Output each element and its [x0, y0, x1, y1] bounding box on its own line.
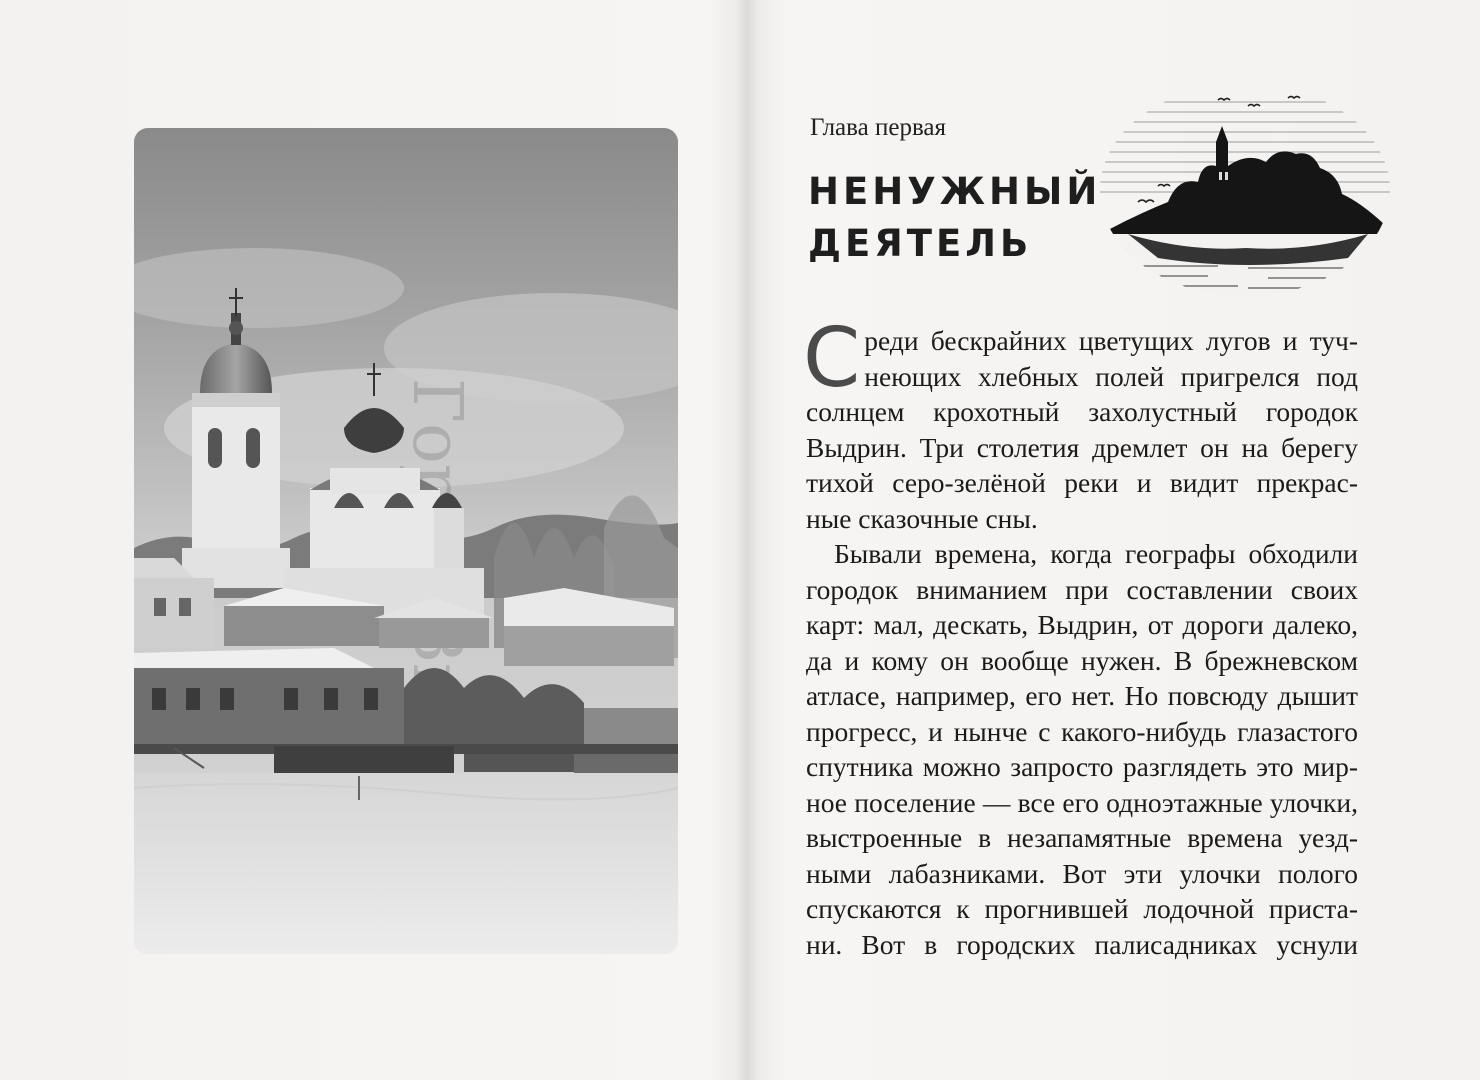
text-line: ные сказочные сны.: [806, 502, 1038, 534]
text-line: тихой серо-зелёной реки и видит прекрас-: [806, 467, 1358, 498]
text-line: Выдрин. Три столетия дремлет он на берегу: [806, 431, 1358, 463]
text-line: прогресс, и нынче с какого-нибудь глазастого: [806, 715, 1358, 747]
text-line: ными лабазниками. Вот эти улочки полого: [806, 857, 1358, 889]
text-line: карт: мал, дескать, Выдрин, от дороги далеко,: [806, 609, 1358, 640]
text-line: выстроенные в незапамятные времена уезд-: [806, 822, 1358, 853]
text-line: солнцем крохотный захолустный городок: [806, 396, 1358, 427]
island-church-vignette: [1098, 82, 1392, 298]
text-line: Бывали времена, когда географы обходили: [834, 538, 1358, 569]
text-line: да и кому он вообще нужен. В брежневском: [806, 644, 1358, 676]
town-photo: [134, 128, 678, 954]
chapter-title-line: ДЕЯТЕЛЬ: [808, 222, 1033, 265]
chapter-body: [803, 311, 1358, 962]
text-line: атласе, например, его нет. Но повсюду дышит: [806, 680, 1358, 711]
text-line: ни. Вот в городских палисадниках уснули: [806, 928, 1358, 960]
text-line: ное поселение — все его одноэтажные улочки,: [806, 786, 1358, 818]
chapter-label: Глава первая: [810, 114, 947, 141]
paragraph-2: [806, 536, 1358, 962]
text-line: городок вниманием при составлении своих: [806, 573, 1358, 605]
text-line: реди бескрайних цветущих лугов и туч-: [864, 325, 1358, 356]
paragraph-1: [803, 311, 1358, 536]
text-line: неющих хлебных полей пригрелся под: [864, 360, 1358, 392]
chapter-title-line: НЕНУЖНЫЙ: [808, 170, 1102, 213]
chapter-title: [808, 166, 1101, 270]
text-line: спутника можно запросто разглядеть это мир-: [806, 751, 1358, 782]
text-line: спускаются к прогнившей лодочной приста-: [806, 893, 1358, 924]
page-gutter: [736, 0, 758, 1080]
drop-cap: С: [803, 311, 861, 406]
